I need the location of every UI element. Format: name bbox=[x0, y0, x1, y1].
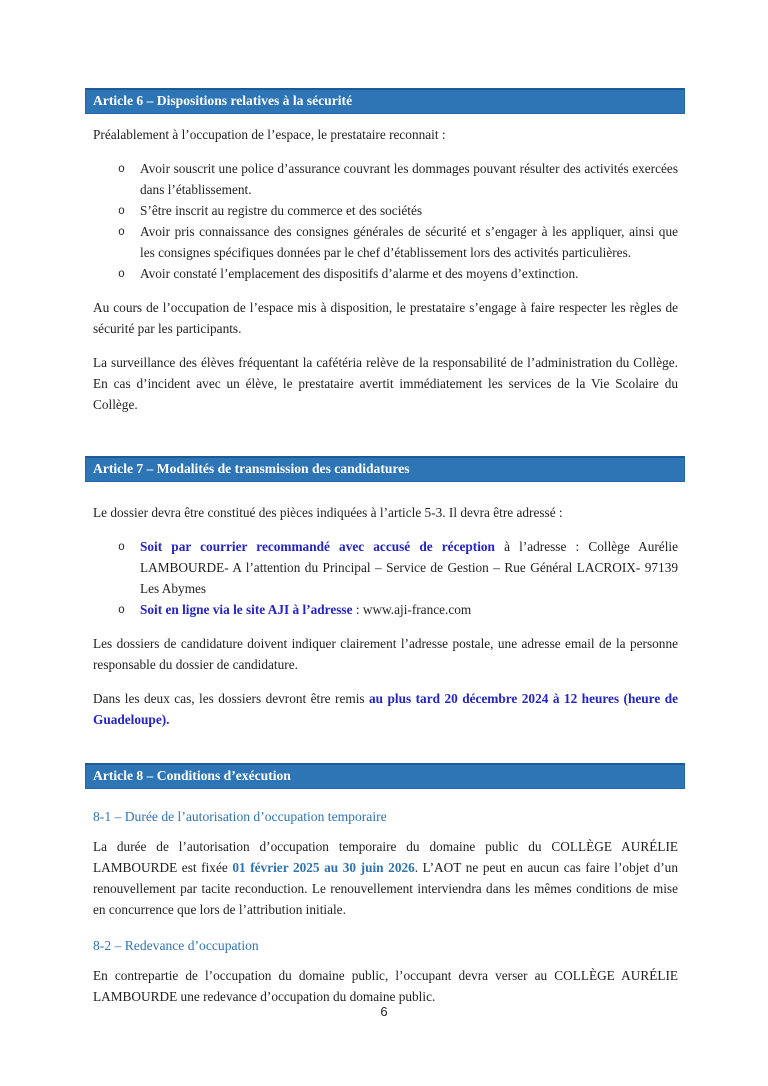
bullet-marker: o bbox=[118, 268, 125, 281]
article-6-header bbox=[85, 88, 685, 114]
article-6-intro: Préalablement à l’occupation de l’espace, le prestataire reconnait : bbox=[93, 127, 446, 142]
bullet-text: Avoir souscrit une police d’assurance couvrant les dommages pouvant résulter des activités exercées dans l’établissement. bbox=[140, 161, 678, 197]
article-8-section bbox=[85, 763, 685, 1007]
subsection-8-1-title: 8-1 – Durée de l’autorisation d’occupation temporaire bbox=[93, 809, 387, 824]
bullet-marker: o bbox=[118, 226, 125, 239]
article-7-intro: Le dossier devra être constitué des pièces indiquées à l’article 5-3. Il devra être adressé : bbox=[93, 505, 563, 520]
article-6-paragraph-1: Au cours de l’occupation de l’espace mis à disposition, le prestataire s’engage à faire respecter les règles de sécurité par les participants. bbox=[93, 300, 678, 336]
deadline-emphasis: au plus tard 20 décembre 2024 à 12 heures (heure de Guadeloupe). bbox=[93, 691, 678, 727]
article-6-bullet-list bbox=[93, 158, 678, 284]
article-7-section bbox=[85, 456, 685, 730]
page-number: 6 bbox=[380, 1004, 388, 1019]
duration-sentence-start: La durée de l’autorisation d’occupation temporaire du domaine public du COLLÈGE AURÉLIE LAMBOURDE est fixée bbox=[93, 839, 678, 875]
article-7-title: Article 7 – Modalités de transmission des candidatures bbox=[93, 461, 410, 476]
bullet-item bbox=[93, 599, 678, 620]
bullet-marker: o bbox=[118, 205, 125, 218]
deadline-sentence-start: Dans les deux cas, les dossiers devront être remis bbox=[93, 691, 370, 706]
article-7-bullet-list bbox=[93, 536, 678, 620]
article-6-title: Article 6 – Dispositions relatives à la sécurité bbox=[93, 93, 353, 108]
duration-dates-emphasis: 01 février 2025 au 30 juin 2026 bbox=[232, 860, 415, 875]
article-7-header bbox=[85, 456, 685, 482]
subsection-8-2-title: 8-2 – Redevance d’occupation bbox=[93, 938, 259, 953]
online-option-url: : www.aji-france.com bbox=[352, 602, 472, 617]
duration-sentence-end: . L’AOT ne peut en aucun cas faire l’objet d’un renouvellement par tacite reconduction. Le renouvellement interviendra dans les mêmes conditions de mise en concurrence que lors de l’attribution initiale. bbox=[93, 860, 678, 917]
subsection-8-1-paragraph bbox=[93, 836, 678, 920]
bullet-marker: o bbox=[118, 604, 125, 617]
bullet-item bbox=[93, 221, 678, 263]
document-content bbox=[85, 88, 685, 1020]
article-6-paragraph-2: La surveillance des élèves fréquentant la cafétéria relève de la responsabilité de l’administration du Collège. En cas d’incident avec un élève, le prestataire avertit immédiatement les services de la Vie Scolaire du Collège. bbox=[93, 355, 678, 412]
article-8-title: Article 8 – Conditions d’exécution bbox=[93, 768, 291, 783]
bullet-marker: o bbox=[118, 163, 125, 176]
article-8-header bbox=[85, 763, 685, 789]
bullet-text: Avoir constaté l’emplacement des dispositifs d’alarme et des moyens d’extinction. bbox=[140, 266, 579, 281]
bullet-item bbox=[93, 263, 678, 284]
mail-option-emphasis: Soit par courrier recommandé avec accusé de réception bbox=[140, 539, 495, 554]
article-7-paragraph-1: Les dossiers de candidature doivent indiquer clairement l’adresse postale, une adresse email de la personne responsable du dossier de candidature. bbox=[93, 636, 678, 672]
article-6-section bbox=[85, 88, 685, 415]
mail-option-address: à l’adresse : Collège Aurélie LAMBOURDE- A l’attention du Principal – Service de Gestion – Rue Général LACROIX- 97139 Les Abymes bbox=[140, 539, 678, 596]
bullet-item bbox=[93, 200, 678, 221]
article-7-paragraph-2 bbox=[93, 688, 678, 730]
bullet-item bbox=[93, 158, 678, 200]
bullet-marker: o bbox=[118, 541, 125, 554]
online-option-emphasis: Soit en ligne via le site AJI à l’adresse bbox=[140, 602, 353, 617]
bullet-item bbox=[93, 536, 678, 599]
bullet-text: Avoir pris connaissance des consignes générales de sécurité et s’engager à les appliquer, ainsi que les consignes spécifiques données par le chef d’établissement lors des activités particulières. bbox=[140, 224, 678, 260]
bullet-text: S’être inscrit au registre du commerce et des sociétés bbox=[140, 203, 423, 218]
subsection-8-2-paragraph: En contrepartie de l’occupation du domaine public, l’occupant devra verser au COLLÈGE AURÉLIE LAMBOURDE une redevance d’occupation du domaine public. bbox=[93, 968, 678, 1004]
